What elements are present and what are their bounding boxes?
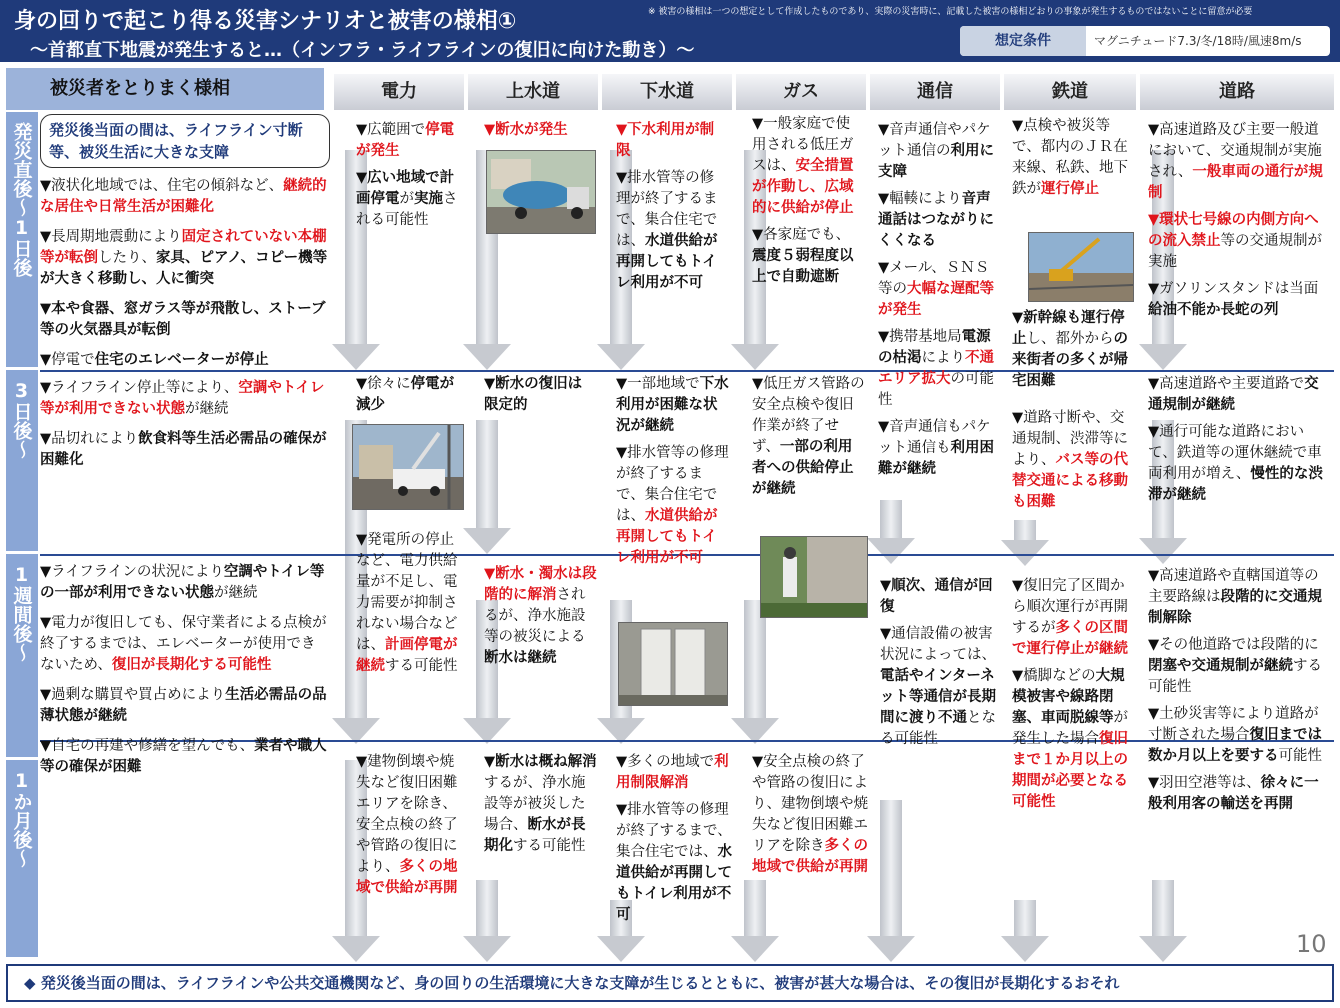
gas-item (752, 374, 866, 500)
item-text: ▼低圧ガス管路の安全点検や復旧作業が終了せず、 (752, 376, 865, 455)
item-highlight: ▼断水が発生 (484, 122, 568, 138)
item-emphasis: 大規模被害や線路閉塞、車両脱線等 (1012, 668, 1125, 726)
item-emphasis: 復旧までは数か月以上を要する (1148, 727, 1322, 764)
rail-cell-day1 (1012, 116, 1136, 206)
item-emphasis: 生活必需品の品薄状態が継続 (40, 687, 327, 724)
item-highlight: 運行停止 (1041, 181, 1099, 197)
item-highlight: 計画停電が継続 (356, 637, 458, 674)
item-text: ▼品切れにより (40, 431, 139, 447)
rail-item (1012, 116, 1136, 200)
temporary-toilet-photo (618, 622, 728, 706)
arrow-head (867, 538, 915, 564)
item-emphasis: 徐々に一般利用客の輸送を再開 (1148, 775, 1319, 812)
item-text: ▼高速道路及び主要一般道において、交通規制が実施され、 (1148, 122, 1322, 180)
item-emphasis: 住宅のエレベーターが停止 (94, 352, 269, 368)
victim-item (40, 613, 328, 676)
item-text: 等の交通規制が実施 (1148, 233, 1322, 270)
power-cell-month1 (356, 752, 466, 905)
item-emphasis: 給油不能か長蛇の列 (1148, 302, 1279, 318)
phase-label-week1: 1週間後～ (6, 554, 38, 760)
road-item (1148, 704, 1332, 767)
victim-item (40, 299, 328, 341)
gas-cell-day1 (752, 114, 864, 294)
item-text: ▼液状化地域では、住宅の傾斜など、 (40, 178, 284, 194)
footer-summary: ◆ 発災後当面の間は、ライフラインや公共交通機関など、身の回りの生活環境に大きな支障が生じるとともに、被害が甚大な場合は、その復旧が長期化するおそれ (6, 964, 1334, 1002)
sewer-item (616, 168, 728, 294)
rail-cell-day3 (1012, 408, 1136, 519)
road-item (1148, 422, 1332, 506)
sewer-item (616, 752, 732, 794)
item-highlight: 多くの区間で運行停止が継続 (1012, 620, 1128, 657)
water-item (484, 752, 598, 857)
item-emphasis: 実施 (414, 191, 443, 207)
telecom-item (878, 258, 1000, 321)
gas-inspection-photo (760, 536, 868, 618)
arrow-shaft (744, 600, 766, 720)
item-highlight: 安全措置が作動し、広域的に供給が停止 (752, 158, 854, 216)
gas-item (752, 225, 864, 288)
item-emphasis: ▼断水の復旧は限定的 (484, 376, 583, 413)
page-number: 10 (1296, 930, 1327, 958)
item-highlight: 継続的な居住や日常生活が困難化 (40, 178, 327, 215)
arrow-head (867, 936, 915, 962)
rail-item (1012, 308, 1136, 392)
item-highlight: 固定されていない本棚等が転倒 (40, 229, 327, 266)
arrow-head (731, 344, 779, 370)
arrow-head (597, 344, 645, 370)
item-text: ▼各家庭でも、 (752, 227, 851, 243)
sewer-cell-day3 (616, 374, 730, 575)
phase-label-day1: 発災直後～1日後 (6, 112, 38, 370)
victim-cell-week1 (40, 562, 328, 787)
item-text: ▼通行可能な道路において、鉄道等の運休継続で車両利用が増え、 (1148, 424, 1322, 482)
item-text: する可能性 (1148, 658, 1322, 695)
item-text: ▼建物倒壊や焼失など復旧困難エリアを除き、安全点検の終了や管路の復旧により、 (356, 754, 458, 875)
item-text: するが、浄水施設等が被災した場合、 (484, 775, 586, 833)
rail-item (1012, 666, 1136, 813)
item-text: 可能性 (1278, 748, 1322, 764)
road-item (1148, 279, 1332, 321)
item-highlight: 利用制限解消 (616, 754, 729, 791)
power-item (356, 752, 466, 899)
item-emphasis: 断水は継続 (484, 650, 557, 666)
arrow-head (332, 936, 380, 962)
phase-label-day3: 3日後～ (6, 370, 38, 554)
water-cell-day1 (484, 120, 596, 147)
item-text: の可能性 (878, 371, 994, 408)
water-item (484, 564, 598, 669)
item-text: ▼高速道路や直轄国道等の主要路線は (1148, 568, 1319, 605)
item-text: ▼道路寸断や、交通規制、渋滞等により、 (1012, 410, 1128, 468)
sewer-cell-day1 (616, 120, 728, 300)
item-text: ▼排水管等の修理が終了するまで、集合住宅では、 (616, 802, 732, 860)
item-emphasis: 電話やインターネット等通信が長期間に渡り不通 (880, 668, 996, 726)
water-cell-day3 (484, 374, 596, 422)
item-emphasis: 業者や職人等の確保が困難 (40, 738, 327, 775)
sewer-cell-month1 (616, 752, 732, 932)
telecom-item (880, 576, 1000, 618)
arrow-head (463, 344, 511, 370)
item-text: ▼点検や被災等で、都内のＪＲ在来線、私鉄、地下鉄が (1012, 118, 1128, 197)
column-header-water: 上水道 (468, 74, 598, 110)
column-header-power: 電力 (334, 74, 464, 110)
item-text: ▼ライフラインの状況により (40, 564, 224, 580)
item-text: する可能性 (513, 838, 586, 854)
arrow-head (731, 936, 779, 962)
gas-cell-day3 (752, 374, 866, 506)
rail-damage-photo (1028, 232, 1134, 302)
item-text: ▼多くの地域で (616, 754, 715, 770)
item-text: ▼輻輳により (878, 191, 962, 207)
road-cell-day3 (1148, 374, 1332, 512)
item-highlight: 大幅な遅配等が発生 (878, 281, 994, 318)
item-text: ▼メール、ＳＮＳ等の (878, 260, 990, 297)
item-text: ▼電力が復旧しても、保守業者による点検が終了するまでは、エレベーターが使用できないため、 (40, 615, 327, 673)
item-highlight: ▼環状七号線の内側方向への流入禁止 (1148, 212, 1319, 249)
item-emphasis: 震度５弱程度以上で自動遮断 (752, 248, 854, 285)
item-text: ▼ライフライン停止等により、 (40, 380, 239, 396)
phase-label-month1: 1か月後～ (6, 760, 38, 960)
road-item (1148, 773, 1332, 815)
item-text: ▼長周期地震動により (40, 229, 182, 245)
gas-cell-month1 (752, 752, 868, 884)
item-highlight: ▼下水利用が制限 (616, 122, 715, 159)
summary-bubble: 発災後当面の間は、ライフライン寸断等、被災生活に大きな支障 (40, 114, 330, 168)
rail-item (1012, 576, 1136, 660)
power-restoration-photo (352, 424, 464, 510)
item-text: が継続 (214, 585, 258, 601)
item-emphasis: 飲食料等生活必需品の確保が困難化 (40, 431, 327, 468)
item-text: が (399, 191, 414, 207)
arrow-shaft (476, 880, 498, 940)
telecom-item (878, 417, 1000, 480)
item-emphasis: 家具、ピアノ、コピー機等が大きく移動し、人に衝突 (40, 250, 328, 287)
arrow-head (1139, 344, 1187, 370)
item-text: ▼一部地域で (616, 376, 700, 392)
item-emphasis: 水道供給が再開してもトイレ利用が不可 (616, 233, 718, 291)
victim-column-header: 被災者をとりまく様相 (6, 68, 324, 110)
item-emphasis: 音声通話はつながりにくくなる (878, 191, 994, 249)
item-text: し、都外から (1026, 331, 1114, 347)
victim-item (40, 350, 328, 371)
column-header-sewer: 下水道 (602, 74, 732, 110)
victim-item (40, 378, 328, 420)
page-title: 身の回りで起こり得る災害シナリオと被害の様相① (14, 9, 517, 34)
column-header-gas: ガス (736, 74, 866, 110)
arrow-shaft (880, 800, 902, 940)
arrow-head (597, 936, 645, 962)
road-item (1148, 210, 1332, 273)
item-text: ▼羽田空港等は、 (1148, 775, 1261, 791)
item-emphasis: 段階的に交通規制解除 (1148, 589, 1322, 626)
arrow-shaft (1014, 900, 1036, 940)
water-truck-photo (486, 150, 596, 234)
item-highlight: 復旧まで１か月以上の期間が必要となる可能性 (1012, 731, 1128, 810)
item-text: ▼携帯基地局 (878, 329, 962, 345)
item-highlight: 水道供給が再開してもトイレ利用が不可 (616, 508, 718, 566)
item-emphasis: 利用困難が継続 (878, 440, 994, 477)
item-emphasis: 電源の枯渇 (878, 329, 991, 366)
item-emphasis: 断水が長期化 (484, 817, 586, 854)
item-text: される可能性 (356, 191, 458, 228)
item-text: ▼復旧完了区間から順次運行が再開するが (1012, 578, 1128, 636)
arrow-head (332, 344, 380, 370)
item-text: が発生した場合 (1012, 710, 1128, 747)
water-item (484, 374, 596, 416)
gas-item (752, 752, 868, 878)
item-text: ▼広範囲で (356, 122, 426, 138)
item-emphasis: 下水利用が困難な状況が継続 (616, 376, 729, 434)
telecom-item (878, 120, 1000, 183)
road-cell-week1 (1148, 566, 1332, 821)
telecom-cell-week1 (880, 576, 1000, 756)
item-text: ▼通信設備の被害状況によっては、 (880, 626, 996, 663)
telecom-item (880, 624, 1000, 750)
item-text: となる可能性 (880, 710, 996, 747)
column-header-rail: 鉄道 (1004, 74, 1136, 110)
sewer-item (616, 120, 728, 162)
victim-item (40, 176, 328, 218)
rail-cell-day1-b (1012, 308, 1136, 398)
item-text: により (921, 350, 965, 366)
item-text: ▼過剰な購買や買占めにより (40, 687, 226, 703)
item-emphasis: ▼新幹線も運行停止 (1012, 310, 1125, 347)
item-emphasis: ▼断水は概ね解消 (484, 754, 597, 770)
telecom-item (878, 189, 1000, 252)
item-text: ▼停電で (40, 352, 95, 368)
item-text: が継続 (185, 401, 229, 417)
power-cell-day3 (356, 374, 464, 422)
arrow-head (1139, 936, 1187, 962)
road-cell-day1 (1148, 120, 1332, 327)
item-text: ▼一般家庭で使用される低圧ガスは、 (752, 116, 854, 174)
arrow-head (1001, 936, 1049, 962)
power-item (356, 168, 464, 231)
road-item (1148, 635, 1332, 698)
road-item (1148, 566, 1332, 629)
item-text: ▼徐々に (356, 376, 411, 392)
road-item (1148, 120, 1332, 204)
power-cell-day1 (356, 120, 464, 237)
item-highlight: 多くの地域で供給が再開 (356, 859, 458, 896)
road-item (1148, 374, 1332, 416)
arrow-shaft (744, 880, 766, 940)
column-header-road: 道路 (1140, 74, 1334, 110)
condition-label: 想定条件 (960, 26, 1086, 56)
item-text: ▼排水管等の修理が終了するまで、集合住宅では、 (616, 170, 718, 249)
rail-item (1012, 408, 1136, 513)
condition-value: マグニチュード7.3/冬/18時/風速8m/s (1094, 34, 1302, 48)
item-text: ▼その他道路では段階的に (1148, 637, 1319, 653)
sewer-item (616, 800, 732, 926)
item-text: ▼排水管等の修理が終了するまで、集合住宅では、 (616, 445, 729, 524)
victim-item (40, 685, 328, 727)
item-text: ▼安全点検の終了や管路の復旧により、建物倒壊や焼失など復旧困難エリアを除き (752, 754, 868, 854)
item-highlight: バス等の代替交通による移動も困難 (1012, 452, 1128, 510)
telecom-cell-day1 (878, 120, 1000, 486)
item-emphasis: 一部の利用者への供給停止が継続 (752, 439, 854, 497)
item-text: ▼ガソリンスタンドは当面 (1148, 281, 1319, 297)
item-text: ▼音声通信もパケット通信も (878, 419, 991, 456)
victim-item (40, 227, 328, 290)
item-text: したり、 (98, 250, 156, 266)
item-highlight: 停電が発生 (356, 122, 455, 159)
item-emphasis: 停電が減少 (356, 376, 455, 413)
item-emphasis: 交通規制が継続 (1148, 376, 1319, 413)
item-text: する可能性 (385, 658, 458, 674)
power-cell-week1 (356, 530, 466, 683)
column-header-telecom: 通信 (870, 74, 1000, 110)
item-text: されるが、浄水施設等の被災による (484, 587, 586, 645)
sewer-item (616, 443, 730, 569)
arrow-shaft (880, 500, 902, 540)
item-emphasis: 利用に支障 (878, 143, 994, 180)
arrow-shaft (476, 420, 498, 530)
water-item (484, 120, 596, 141)
arrow-head (1001, 540, 1049, 566)
rail-cell-week1 (1012, 576, 1136, 819)
power-item (356, 530, 466, 677)
gas-item (752, 114, 864, 219)
power-item (356, 374, 464, 416)
power-item (356, 120, 464, 162)
arrow-head (1139, 538, 1187, 564)
telecom-item (878, 327, 1000, 411)
item-text: ▼橋脚などの (1012, 668, 1096, 684)
victim-item (40, 562, 328, 604)
item-highlight: 多くの地域で供給が再開 (752, 838, 868, 875)
victim-cell-day1 (40, 176, 328, 380)
arrow-head (463, 936, 511, 962)
item-emphasis: 水道供給が再開してもトイレ利用が不可 (616, 844, 732, 923)
item-emphasis: ▼本や食器、窓ガラス等が飛散し、ストーブ等の火気器具が転倒 (40, 301, 326, 338)
item-emphasis: ▼順次、通信が回復 (880, 578, 993, 615)
item-emphasis: 空調やトイレ等の一部が利用できない状態 (40, 564, 325, 601)
item-text: ▼高速道路や主要道路で (1148, 376, 1305, 392)
item-emphasis: 閉塞や交通規制が継続 (1148, 658, 1293, 674)
item-emphasis: の来街者の多くが帰宅困難 (1012, 331, 1128, 389)
item-text: ▼音声通信やパケット通信の (878, 122, 991, 159)
item-text: ▼土砂災害等により道路が寸断された場合 (1148, 706, 1319, 743)
item-highlight: ▼断水・濁水は段階的に解消 (484, 566, 597, 603)
arrow-shaft (1152, 880, 1174, 940)
water-cell-week1 (484, 564, 598, 675)
item-highlight: 復旧が長期化する可能性 (111, 657, 272, 673)
item-emphasis: ▼広い地域で計画停電 (356, 170, 455, 207)
item-highlight: 空調やトイレ等が利用できない状態 (40, 380, 325, 417)
sewer-item (616, 374, 730, 437)
water-cell-month1 (484, 752, 598, 863)
disclaimer-note: ※ 被害の様相は一つの想定として作成したものであり、実際の災害時に、記載した被害の様相どおりの事象が発生するものではないことに留意が必要 (648, 7, 1253, 17)
victim-cell-day3 (40, 378, 328, 480)
item-highlight: 不通エリア拡大 (878, 350, 994, 387)
item-emphasis: 慢性的な渋滞が継続 (1148, 466, 1323, 503)
item-text: ▼発電所の停止など、電力供給量が不足し、電力需要が抑制されない場合などは、 (356, 532, 458, 653)
item-highlight: 一般車両の通行が規制 (1148, 164, 1323, 201)
arrow-head (463, 528, 511, 554)
page-subtitle: ～首都直下地震が発生すると…（インフラ・ライフラインの復旧に向けた動き）～ (30, 40, 695, 61)
victim-item (40, 736, 328, 778)
item-text: ▼自宅の再建や修繕を望んでも、 (40, 738, 255, 754)
victim-item (40, 429, 328, 471)
